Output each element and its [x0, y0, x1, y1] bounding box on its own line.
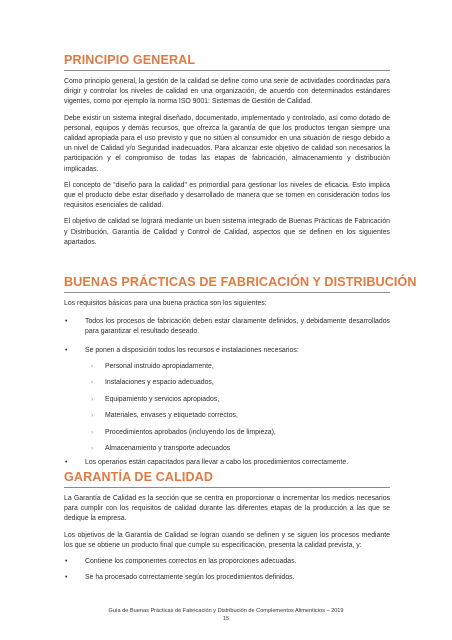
sublist-item — [85, 411, 390, 421]
sublist-item-text: Almacenamiento y transporte adecuados — [105, 445, 231, 453]
list-item — [64, 573, 390, 583]
list-item-text: Los operarios están capacitados para llevar a cabo los procedimientos correctamente. — [85, 458, 349, 466]
page-footer — [0, 607, 452, 623]
section-heading: BUENAS PRÁCTICAS DE FABRICACIÓN Y DISTRIBUCIÓN — [64, 275, 417, 289]
list-item — [64, 317, 390, 337]
paragraph: El objetivo de calidad se logrará mediante un buen sistema integrado de Buenas Prácticas de Fabricación y Distribución, Garantía de Calidad y Control de Calidad, aspectos que se definen en los siguientes apartados. — [64, 218, 390, 246]
section-garantia-calidad — [64, 470, 390, 583]
bullet-icon: • — [65, 318, 68, 326]
resources-sublist — [85, 362, 390, 455]
heading-rule — [64, 292, 390, 293]
chevron-right-icon: › — [91, 395, 94, 403]
paragraph: Debe existir un sistema integral diseñado, documentado, implementado y controlado, así como dotado de personal, equipos y demás recursos, que ofrezca la garantía de que los productos tengan siempre una calidad apropiada para el uso previsto y que no sitúen al consumidor en una situación de riesgo debido a un nivel de Calidad y/o Seguridad inadecuados. Para alcanzar este objetivo de calidad son necesarios la participación y el compromiso de todas las etapas de fabricación, almacenamiento y distribución implicadas. — [64, 114, 390, 173]
list-item-text: Se ha procesado correctamente según los procedimientos definidos. — [85, 574, 295, 582]
paragraph: Los objetivos de la Garantía de Calidad se logran cuando se definen y se siguen los procesos mediante los que se obtiene un producto final que cumple su especificación, presenta la calidad prevista, y: — [64, 531, 390, 549]
sublist-item-text: Materiales, envases y etiquetado correctos, — [105, 412, 238, 420]
section-heading: PRINCIPIO GENERAL — [64, 53, 196, 67]
chevron-right-icon: › — [91, 362, 94, 370]
paragraph: La Garantía de Calidad es la sección que se centra en proporcionar o incrementar los medios necesarios para cumplir con los requisitos de calidad durante las diferentes etapas de la producción a las que se dedique la empresa. — [64, 495, 390, 523]
chevron-right-icon: › — [91, 445, 94, 453]
sublist-item — [85, 428, 390, 438]
bullet-icon: • — [65, 574, 68, 582]
chevron-right-icon: › — [91, 428, 94, 436]
sublist-item — [85, 444, 390, 454]
bullet-icon: • — [65, 558, 68, 566]
requirements-list — [64, 317, 390, 468]
chevron-right-icon: › — [91, 379, 94, 387]
bullet-icon: • — [65, 458, 68, 466]
sublist-item — [85, 362, 390, 372]
chevron-right-icon: › — [91, 412, 94, 420]
section-principio-general — [64, 53, 390, 248]
page-number: 15 — [222, 616, 230, 622]
heading-rule — [64, 487, 390, 488]
section-buenas-practicas — [64, 275, 417, 468]
sublist-item — [85, 395, 390, 405]
quality-objectives-list — [64, 557, 390, 583]
paragraph: Los requisitos básicos para una buena práctica son los siguientes: — [64, 300, 267, 307]
paragraph: El concepto de “diseño para la calidad” es primordial para gestionar los niveles de eficacia. Esto implica que el producto debe estar diseñado y desarrollado de manera que se tomen en consideración todos los requisitos esenciales de calidad. — [64, 181, 390, 210]
sublist-item — [85, 378, 390, 388]
list-item-text: Contiene los componentes correctos en las proporciones adecuadas. — [85, 558, 297, 566]
sublist-item-text: Instalaciones y espacio adecuados, — [105, 379, 214, 387]
list-item — [64, 458, 390, 468]
sublist-item-text: Equipamiento y servicios apropiados, — [105, 395, 220, 403]
heading-rule — [64, 70, 390, 71]
section-heading: GARANTÍA DE CALIDAD — [64, 470, 214, 484]
list-item-text: Se ponen a disposición todos los recursos e instalaciones necesarios: — [85, 346, 299, 354]
list-item-text: Todos los procesos de fabricación deben estar claramente definidos, y debidamente desarrollados para garantizar el resultado deseado. — [85, 318, 390, 336]
footer-title: Guía de Buenas Prácticas de Fabricación y Distribución de Complementos Alimenticios – 2019 — [108, 608, 344, 614]
sublist-item-text: Personal instruido apropiadamente, — [105, 362, 214, 370]
list-item — [64, 346, 390, 455]
paragraph: Como principio general, la gestión de la calidad se define como una serie de actividades coordinadas para dirigir y controlar los niveles de calidad en una organización, de acuerdo con determinados estándares vigentes, como por ejemplo la norma ISO 9001: Sistemas de Gestión de Calidad. — [64, 78, 390, 106]
bullet-icon: • — [65, 346, 68, 354]
sublist-item-text: Procedimientos aprobados (incluyendo los de limpieza), — [105, 428, 276, 436]
list-item — [64, 557, 390, 567]
